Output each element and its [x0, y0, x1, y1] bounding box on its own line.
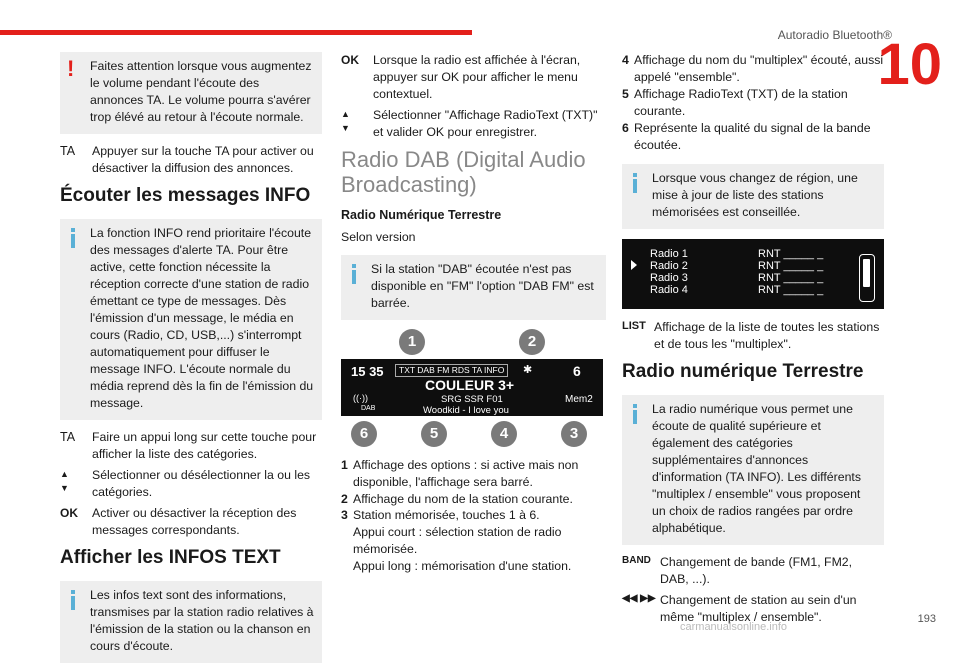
column-3	[622, 52, 884, 630]
dab-station-list-screen	[622, 239, 884, 309]
legend-item: 3 Station mémorisée, touches 1 à 6.	[341, 508, 540, 523]
section-title-info: Écouter les messages INFO	[60, 184, 311, 206]
chapter-number: 10	[877, 32, 942, 97]
info-icon	[71, 590, 75, 610]
info-note	[60, 219, 322, 420]
ta-long-press-row	[60, 429, 322, 463]
selection-arrow-icon	[631, 260, 637, 270]
footer-watermark: carmanualsonline.info	[680, 621, 788, 633]
multiplex-name: SRG SSR F01	[441, 393, 503, 405]
radiotext: Woodkid - I love you	[423, 404, 509, 416]
subtitle-rnt: Radio Numérique Terrestre	[341, 208, 502, 223]
legend-item: 6 Représente la qualité du signal de la bande écoutée.	[622, 120, 871, 152]
up-down-arrows-icon: ▲ ▼	[341, 108, 350, 134]
legend-item: 5 Affichage RadioText (TXT) de la station courante.	[622, 86, 848, 118]
callout-2: 2	[519, 329, 545, 355]
band-row	[622, 554, 884, 588]
info-note-text: La fonction INFO rend prioritaire l'écoute des messages d'alerte TA. Pour être active, cette fonction nécessite la réception correcte d'une station de radio émettant ce type de messages. Dès l'émission d'un message, le média en cours (Radio, CD, USB,...) s'interrompt automatiquement pour diffuser le message INFO. L'écoute normale du média reprend dès la fin de l'émission du message.	[90, 226, 314, 410]
memory-label: Mem2	[565, 393, 593, 405]
info-icon	[352, 264, 356, 284]
legend-item: 4 Affichage du nom du "multiplex" écouté, aussi appelé "ensemble".	[622, 53, 884, 84]
ok-key-label: OK	[341, 53, 359, 67]
station-list-type: RNT _____ _	[758, 283, 824, 296]
ta-row	[60, 143, 322, 177]
ta-description: Appuyer sur la touche TA pour activer ou désactiver la diffusion des annonces.	[92, 143, 314, 175]
select-row	[341, 107, 606, 141]
version-note: Selon version	[341, 229, 416, 244]
legend-item: Appui long : mémorisation d'une station.	[353, 559, 572, 574]
text-info-note	[60, 581, 322, 663]
info-icon	[633, 404, 637, 424]
band-key-label: BAND	[622, 554, 651, 566]
station-list-name: Radio 3	[650, 271, 688, 284]
column-1	[60, 52, 322, 672]
signal-icon: ((·))	[353, 392, 368, 403]
dab-note	[341, 255, 606, 320]
page-header-title: Autoradio Bluetooth®	[777, 28, 892, 42]
text-info-note-text: Les infos text sont des informations, transmises par la station radio relatives à l'émission de la station ou la chanson en cours d'écoute.	[90, 587, 314, 653]
callout-5: 5	[421, 421, 447, 447]
legend-item: 2 Affichage du nom de la station courante.	[341, 491, 573, 506]
warning-note-text: Faites attention lorsque vous augmentez le volume pendant l'écoute des annonces TA. Le volume pourra s'avérer trop élévé au retour à l'écoute normale.	[90, 59, 312, 124]
header-red-bar	[0, 30, 472, 35]
up-down-arrows-icon: ▲ ▼	[60, 468, 69, 494]
list-description: Affichage de la liste de toutes les stations et de tous les "multiplex".	[654, 319, 880, 351]
station-list-type: RNT _____ _	[758, 247, 824, 260]
station-list-name: Radio 4	[650, 283, 688, 296]
dab-note-text: Si la station "DAB" écoutée n'est pas disponible en "FM" l'option "DAB FM" est barrée.	[371, 261, 594, 310]
warning-note	[60, 52, 322, 134]
dab-badge: DAB	[361, 404, 376, 412]
callout-6: 6	[351, 421, 377, 447]
station-list-type: RNT _____ _	[758, 271, 824, 284]
band-description: Changement de bande (FM1, FM2, DAB, ...).	[660, 554, 853, 586]
ok-context-description: Lorsque la radio est affichée à l'écran, appuyer sur OK pour afficher le menu contextuel.	[373, 53, 581, 101]
station-list-name: Radio 1	[650, 247, 688, 260]
column-2	[341, 52, 606, 575]
callout-1: 1	[399, 329, 425, 355]
legend-list-continued	[622, 52, 884, 154]
ta-key-label: TA	[60, 429, 76, 444]
warning-icon: !	[67, 56, 75, 81]
region-note-text: Lorsque vous changez de région, une mise à jour de liste des stations mémorisées est conseillée.	[652, 170, 858, 219]
list-row	[622, 319, 884, 353]
section-title-rnt: Radio numérique Terrestre	[622, 360, 864, 382]
rnt-note	[622, 395, 884, 545]
callout-4: 4	[491, 421, 517, 447]
section-title-text: Afficher les INFOS TEXT	[60, 546, 281, 568]
rnt-note-text: La radio numérique vous permet une écoute de qualité supérieure et également des catégories supplémentaires d'annonces d'information (TA INFO). Les différents "multiplex / ensemble" vous proposent un choix de radios rangées par ordre alphabétique.	[652, 401, 861, 535]
station-list-name: Radio 2	[650, 259, 688, 272]
station-list-type: RNT _____ _	[758, 259, 824, 272]
section-title-dab: Radio DAB (Digital Audio Broadcasting)	[341, 146, 586, 198]
seek-description: Changement de station au sein d'un même "multiplex / ensemble".	[660, 592, 857, 624]
arrows-description: Sélectionner ou désélectionner la ou les catégories.	[92, 467, 311, 499]
list-key-label: LIST	[622, 319, 646, 332]
info-icon	[71, 228, 75, 248]
clock: 15 35	[351, 363, 384, 379]
legend-item: 1 Affichage des options : si active mais non disponible, l'affichage sera barré.	[341, 457, 579, 489]
radio-screen	[341, 359, 603, 416]
ok-description: Activer ou désactiver la réception des messages correspondants.	[92, 505, 297, 537]
station-name: COULEUR 3+	[425, 376, 515, 393]
info-icon	[633, 173, 637, 193]
ta-key-label: TA	[60, 143, 76, 158]
scrollbar-icon	[859, 254, 875, 302]
callout-3: 3	[561, 421, 587, 447]
region-note	[622, 164, 884, 229]
preset-number: 6	[573, 362, 581, 379]
seek-arrows-icon: ◀◀ ▶▶	[622, 592, 656, 604]
ta-long-press-description: Faire un appui long sur cette touche pour afficher la liste des catégories.	[92, 429, 317, 461]
arrows-row	[60, 467, 322, 501]
legend-list	[341, 457, 606, 576]
bluetooth-icon: ✱	[523, 363, 533, 376]
radio-display-figure	[341, 329, 606, 447]
option-tags: TXT DAB FM RDS TA INFO	[395, 364, 508, 377]
ok-row-2	[341, 52, 606, 103]
select-description: Sélectionner "Affichage RadioText (TXT)" et valider OK pour enregistrer.	[373, 107, 598, 139]
ok-row	[60, 505, 322, 539]
ok-key-label: OK	[60, 505, 78, 520]
legend-item: Appui court : sélection station de radio mémorisée.	[353, 525, 562, 557]
page-number: 193	[917, 613, 936, 625]
